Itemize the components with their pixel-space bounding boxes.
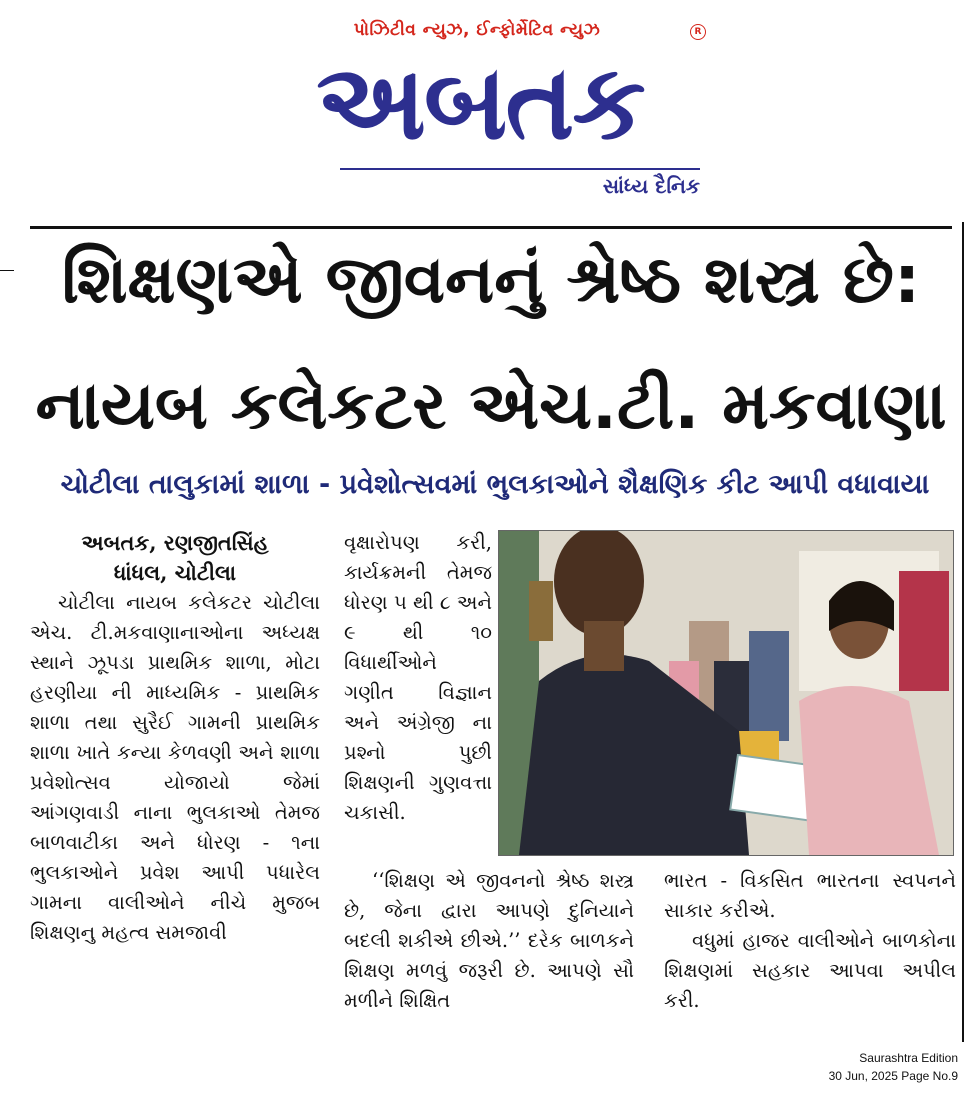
- masthead-tagline: પોઝિટીવ ન્યુઝ, ઈન્ફોર્મેટિવ ન્યુઝ: [353, 20, 601, 40]
- headline-line-2: નાયબ કલેકટર એચ.ટી. મકવાણા: [35, 367, 947, 444]
- article-paragraph-3: ‘‘શિક્ષણ એ જીવનનો શ્રેષ્ઠ શસ્ત્ર છે, જેના દ્વારા આપણે દુનિયાને બદલી શકીએ છીએ.’’ દરેક બાળકને શિક્ષણ મળવું જરૂરી છે. આપણે સૌ મળીને શિક્ષિત: [344, 869, 634, 1012]
- registered-mark-icon: R: [690, 24, 706, 40]
- byline-line-1: અબતક, રણજીતસિંહ: [81, 530, 269, 555]
- article-paragraph-1: ચોટીલા નાયબ કલેકટર ચોટીલા એચ. ટી.મકવાણાનાઓના અધ્યક્ષ સ્થાને ઝૂપડા પ્રાથમિક શાળા, મોટા હરણીયા ની માધ્યમિક - પ્રાથમિક શાળા તથા સુરૈઈ ગામની પ્રાથમિક શાળા ખાતે કન્યા કેળવણી અને શાળા પ્રવેશોત્સવ યોજાયો જેમાં આંગણવાડી નાના ભુલકાઓ તેમજ બાળવાટીકા અને ધોરણ - ૧ના ભુલકાઓને પ્રવેશ આપી પધારેલ ગામના વાલીઓને નીચે મુજબ શિક્ષણનુ મહત્વ સમજાવી: [30, 591, 320, 944]
- top-divider: [30, 226, 952, 229]
- article-paragraph-4b: વધુમાં હાજર વાલીઓને બાળકોના શિક્ષણમાં સહકાર આપવા અપીલ કરી.: [664, 929, 956, 1012]
- edition-label: Saurashtra Edition: [859, 1051, 958, 1065]
- article-paragraph-4a: ભારત - વિકસિત ભારતના સ્વપનને સાકાર કરીએ.: [664, 869, 956, 922]
- headline-line-1: શિક્ષણએ જીવનનું શ્રેષ્ઠ શસ્ત્ર છે:: [61, 241, 921, 318]
- subheadline: ચોટીલા તાલુકામાં શાળા - પ્રવેશોત્સવમાં ભુલકાઓને શૈક્ષણિક કીટ આપી વધાવાયા: [60, 469, 930, 500]
- article-photo: [498, 530, 954, 856]
- right-column-rule: [962, 222, 964, 1042]
- article-column-2: [344, 528, 492, 828]
- article-paragraph-2: વૃક્ષારોપણ કરી, કાર્યક્રમની તેમજ ધોરણ ૫ થી ૮ અને ૯ થી ૧૦ વિધાર્થીઓને ગણીત વિજ્ઞાન અને અંગ્રેજી ના પ્રશ્નો પુછી શિક્ષણની ગુણવત્તા ચકાસી.: [344, 531, 492, 824]
- margin-tick: [0, 270, 14, 271]
- masthead-subtitle: સાંધ્ય દૈનિક: [602, 174, 700, 198]
- masthead-underline: [340, 168, 700, 170]
- photo-illustration: [499, 531, 953, 855]
- masthead-logo: અબતક: [316, 41, 644, 163]
- article-column-1: [30, 528, 320, 948]
- article-column-4: [664, 866, 956, 1016]
- byline-line-2: ધાંધલ, ચોટીલા: [113, 560, 237, 585]
- article-column-3: [344, 866, 634, 1016]
- date-page-label: 30 Jun, 2025 Page No.9: [828, 1069, 958, 1083]
